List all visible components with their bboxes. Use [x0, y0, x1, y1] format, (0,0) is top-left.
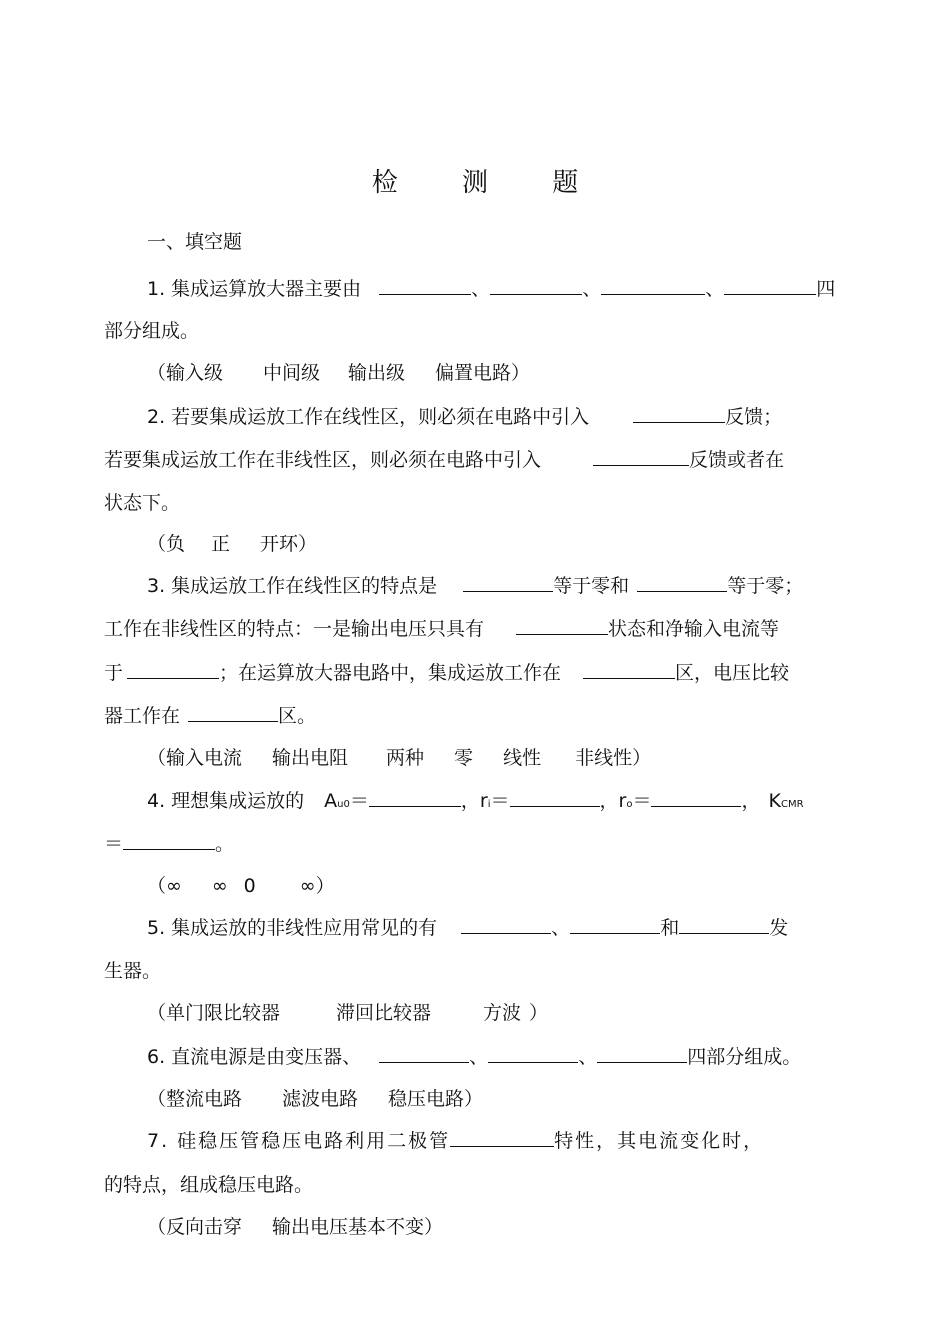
answer-blank	[633, 404, 725, 423]
answer-5: （单门限比较器 滞回比较器 方波 ）	[147, 1002, 549, 1024]
answer-blank	[369, 788, 461, 807]
question-text: 1. 集成运算放大器主要由	[147, 278, 362, 300]
question-6-line-1: 6. 直流电源是由变压器、 、 、 四部分组成。	[147, 1046, 802, 1068]
answer-blank	[601, 276, 705, 295]
answer-blank	[490, 276, 582, 295]
answer-1: （输入级 中间级 输出级 偏置电路）	[147, 362, 531, 384]
page-title: 检 测 题	[371, 168, 607, 198]
question-4-line-2: ＝ 。	[104, 833, 235, 855]
answer-blank	[516, 616, 608, 635]
answer-blank	[379, 276, 471, 295]
question-5-line-1: 5. 集成运放的非线性应用常见的有 、 和 发	[147, 917, 789, 939]
answer-blank	[450, 1128, 554, 1147]
answer-blank	[637, 573, 727, 592]
section-heading: 一、填空题	[147, 231, 243, 253]
answer-blank	[188, 703, 278, 722]
answer-blank	[461, 915, 551, 934]
answer-4: （∞ ∞ 0 ∞）	[147, 875, 335, 897]
answer-7: （反向击穿 输出电压基本不变）	[147, 1216, 444, 1238]
answer-blank	[679, 915, 769, 934]
answer-blank	[597, 1044, 687, 1063]
question-3-line-2: 工作在非线性区的特点：一是输出电压只具有 状态和净输入电流等	[104, 618, 780, 640]
question-5-line-2: 生器。	[104, 960, 162, 982]
answer-blank	[463, 573, 553, 592]
question-3-line-3: 于 ；在运算放大器电路中，集成运放工作在 区，电压比较	[104, 662, 790, 684]
answer-6: （整流电路 滤波电路 稳压电路）	[147, 1088, 484, 1110]
question-4-line-1: 4. 理想集成运放的 Au0＝ ，ri＝ ，ro＝ ， KCMR	[147, 790, 804, 812]
answer-blank	[127, 660, 219, 679]
answer-blank	[583, 660, 675, 679]
answer-3: （输入电流 输出电阻 两种 零 线性 非线性）	[147, 747, 652, 769]
question-3-line-1: 3. 集成运放工作在线性区的特点是 等于零和 等于零；	[147, 575, 804, 597]
answer-blank	[123, 831, 215, 850]
answer-blank	[570, 915, 660, 934]
question-1-line-2: 部分组成。	[104, 320, 200, 342]
answer-blank	[651, 788, 741, 807]
question-1-line-1: 1. 集成运算放大器主要由 、 、 、 四	[147, 278, 836, 300]
answer-blank	[379, 1044, 469, 1063]
answer-blank	[510, 788, 600, 807]
answer-blank	[724, 276, 816, 295]
answer-blank	[488, 1044, 578, 1063]
answer-2: （负 正 开环）	[147, 533, 318, 555]
question-2-line-3: 状态下。	[104, 492, 181, 514]
question-7-line-1: 7. 硅稳压管稳压电路利用二极管 特性，其电流变化时，	[147, 1130, 765, 1152]
question-7-line-2: 的特点，组成稳压电路。	[104, 1174, 314, 1196]
question-3-line-4: 器工作在 区。	[104, 705, 317, 727]
question-2-line-1: 2. 若要集成运放工作在线性区，则必须在电路中引入 反馈；	[147, 406, 783, 428]
question-2-line-2: 若要集成运放工作在非线性区，则必须在电路中引入 反馈或者在	[104, 449, 785, 471]
answer-blank	[593, 447, 689, 466]
